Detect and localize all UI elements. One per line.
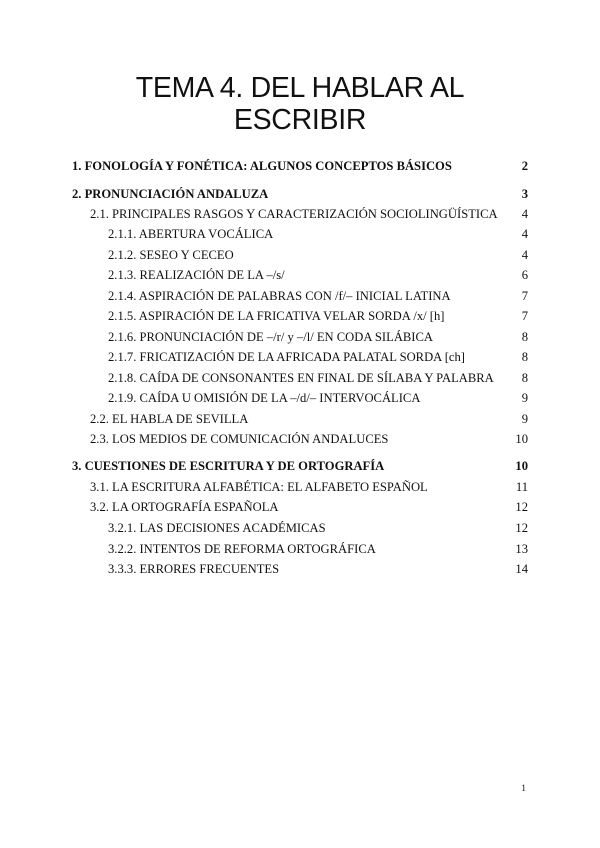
- toc-entry-label: 2.3. LOS MEDIOS DE COMUNICACIÓN ANDALUCES: [90, 432, 389, 446]
- toc-entry-page: 13: [515, 542, 528, 556]
- toc-entry-3-3-3[interactable]: [108, 560, 528, 578]
- toc-entry-2-1-6[interactable]: [108, 328, 528, 346]
- toc-entry-2-1-3[interactable]: [108, 266, 528, 284]
- toc-entry-label: 2.1.6. PRONUNCIACIÓN DE –/r/ y –/l/ EN CODA SILÁBICA: [108, 330, 433, 344]
- page-title-line-2: ESCRIBIR: [233, 104, 367, 136]
- toc-entry-label: 3.3.3. ERRORES FRECUENTES: [108, 562, 280, 576]
- toc-entry-label: 2.1.4. ASPIRACIÓN DE PALABRAS CON /f/– INICIAL LATINA: [108, 289, 451, 303]
- toc-entry-page: 4: [521, 207, 528, 221]
- toc-entry-label: 3.1. LA ESCRITURA ALFABÉTICA: EL ALFABETO ESPAÑOL: [90, 480, 428, 494]
- toc-entry-label: 3. CUESTIONES DE ESCRITURA Y DE ORTOGRAFÍA: [72, 459, 385, 473]
- toc-entry-2-1[interactable]: [90, 205, 528, 223]
- toc-entry-page: 4: [521, 248, 528, 262]
- toc-entry-2-1-7[interactable]: [108, 348, 528, 366]
- toc-entry-2-1-8[interactable]: [108, 369, 528, 387]
- toc-entry-label: 2.1.2. SESEO Y CECEO: [108, 248, 234, 262]
- toc-entry-2-1-4[interactable]: [108, 287, 528, 305]
- toc-entry-page: 8: [521, 330, 528, 344]
- toc-entry-3-2-2[interactable]: [108, 540, 528, 558]
- toc-entry-3[interactable]: [72, 457, 528, 475]
- toc-entry-page: 4: [521, 227, 528, 241]
- toc-entry-page: 2: [521, 159, 528, 173]
- toc-entry-2-1-9[interactable]: [108, 389, 528, 407]
- toc-entry-2-1-2[interactable]: [108, 246, 528, 264]
- toc-entry-3-2[interactable]: [90, 498, 528, 516]
- toc-entry-2[interactable]: [72, 185, 528, 203]
- toc-entry-label: 3.2. LA ORTOGRAFÍA ESPAÑOLA: [90, 500, 279, 514]
- toc-entry-page: 9: [521, 412, 528, 426]
- toc-entry-1[interactable]: [72, 157, 528, 175]
- toc-entry-3-2-1[interactable]: [108, 519, 528, 537]
- toc-entry-2-1-1[interactable]: [108, 225, 528, 243]
- toc-entry-label: 2.1.3. REALIZACIÓN DE LA –/s/: [108, 268, 285, 282]
- toc-entry-2-1-5[interactable]: [108, 307, 528, 325]
- toc-entry-page: 10: [515, 459, 528, 473]
- toc-entry-label: 2. PRONUNCIACIÓN ANDALUZA: [72, 187, 269, 201]
- toc-entry-2-3[interactable]: [90, 430, 528, 448]
- toc-entry-3-1[interactable]: [90, 478, 528, 496]
- toc-entry-page: 7: [521, 289, 528, 303]
- toc-entry-label: 2.1.8. CAÍDA DE CONSONANTES EN FINAL DE SÍLABA Y PALABRA: [108, 371, 494, 385]
- toc-entry-page: 8: [521, 350, 528, 364]
- page-number: 1: [521, 784, 526, 794]
- toc-entry-label: 2.1.7. FRICATIZACIÓN DE LA AFRICADA PALATAL SORDA [ch]: [108, 350, 465, 364]
- toc-entry-page: 3: [521, 187, 528, 201]
- toc-entry-label: 3.2.2. INTENTOS DE REFORMA ORTOGRÁFICA: [108, 542, 376, 556]
- toc-entry-label: 2.1.5. ASPIRACIÓN DE LA FRICATIVA VELAR SORDA /x/ [h]: [108, 309, 445, 323]
- toc-entry-page: 12: [515, 500, 528, 514]
- toc-entry-page: 9: [521, 391, 528, 405]
- toc-entry-page: 14: [515, 562, 528, 576]
- toc-entry-page: 10: [515, 432, 528, 446]
- toc-entry-page: 6: [521, 268, 528, 282]
- toc-entry-2-2[interactable]: [90, 410, 528, 428]
- toc-entry-label: 2.2. EL HABLA DE SEVILLA: [90, 412, 249, 426]
- page-title-line-1: TEMA 4. DEL HABLAR AL: [135, 72, 465, 104]
- toc-entry-page: 7: [521, 309, 528, 323]
- toc-entry-label: 1. FONOLOGÍA Y FONÉTICA: ALGUNOS CONCEPTOS BÁSICOS: [72, 159, 452, 173]
- toc-entry-label: 2.1. PRINCIPALES RASGOS Y CARACTERIZACIÓN SOCIOLINGÜÍSTICA: [90, 207, 498, 221]
- toc-entry-label: 2.1.1. ABERTURA VOCÁLICA: [108, 227, 274, 241]
- toc-entry-page: 8: [521, 371, 528, 385]
- toc-entry-label: 3.2.1. LAS DECISIONES ACADÉMICAS: [108, 521, 326, 535]
- toc-entry-page: 12: [515, 521, 528, 535]
- toc-entry-label: 2.1.9. CAÍDA U OMISIÓN DE LA –/d/– INTERVOCÁLICA: [108, 391, 421, 405]
- toc-entry-page: 11: [515, 480, 528, 494]
